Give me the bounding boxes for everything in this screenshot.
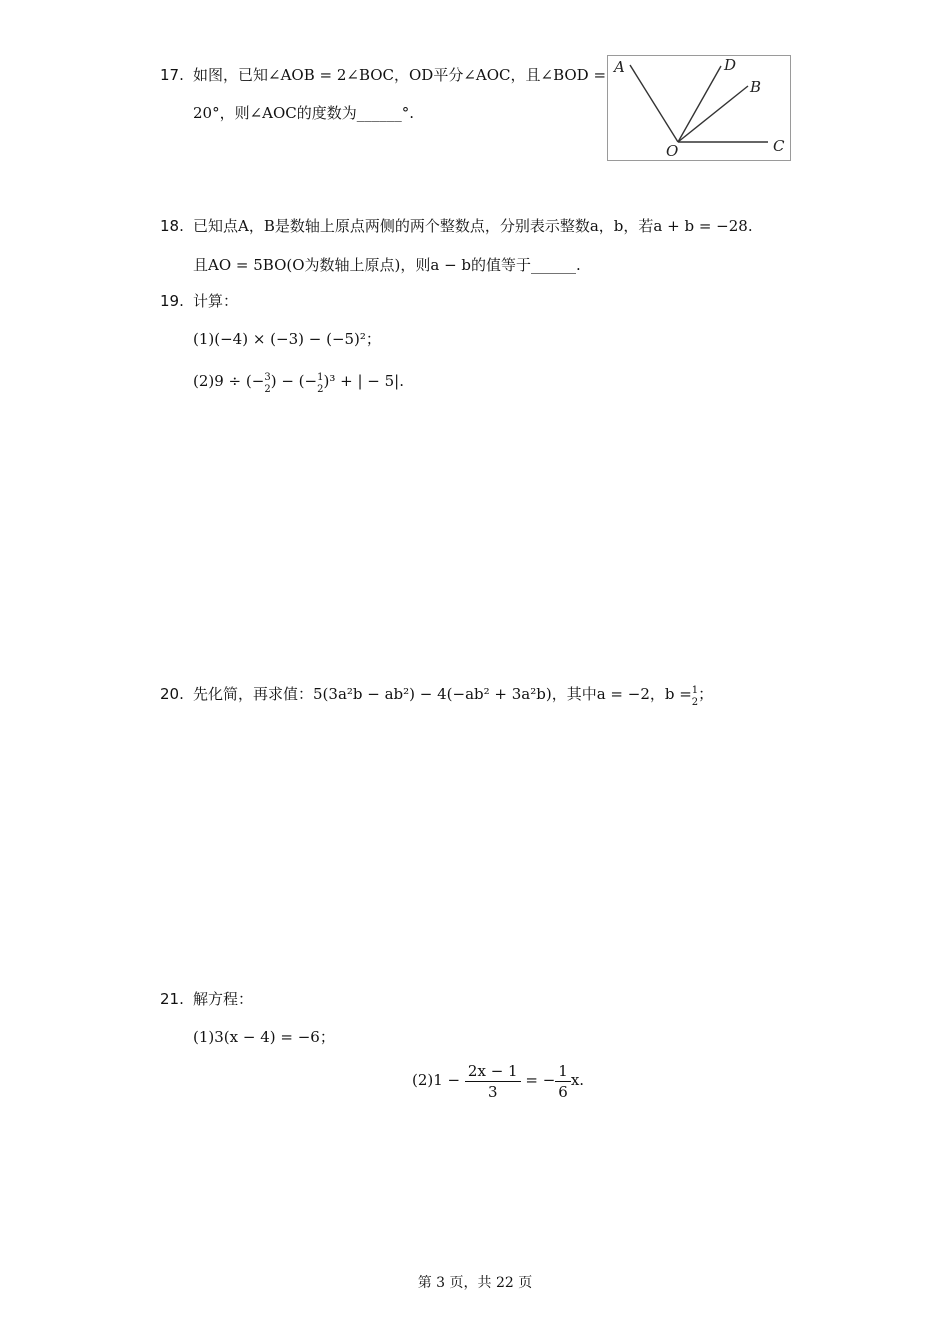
ray-oa (630, 65, 678, 142)
q21-frac2-den: 6 (558, 1082, 568, 1101)
q21-frac2-num: 1 (555, 1061, 571, 1082)
q19-frac1-den: 2 (264, 384, 271, 395)
label-a: A (614, 58, 625, 76)
q19-title: 计算： (193, 292, 239, 310)
q20-frac-den: 2 (691, 697, 699, 708)
label-c: C (773, 137, 785, 155)
q17-line1: 如图，已知∠AOB = 2∠BOC，OD平分∠AOC，且∠BOD = (193, 66, 607, 84)
q19-number: 19. (160, 292, 184, 310)
q21-part2-c: x. (570, 1071, 585, 1089)
label-o: O (666, 142, 679, 160)
ray-ob (678, 86, 748, 142)
q21-part2 (412, 1059, 584, 1102)
q19-frac1-num: 3 (264, 372, 271, 383)
q17-line2: 20°，则∠AOC的度数为______°. (193, 104, 415, 122)
q21-part1: (1)3(x − 4) = −6； (193, 1028, 335, 1046)
q20-text: 先化简，再求值：5(3a²b − ab²) − 4(−ab² + 3a²b)，其中a = −2，b = (193, 685, 692, 703)
q20-frac-num: 1 (691, 685, 699, 696)
q19-part2-a: (2)9 ÷ (− (193, 372, 265, 390)
q21-frac1-den: 3 (487, 1082, 498, 1101)
page-footer: 第 3 页，共 22 页 (417, 1275, 533, 1291)
q21-number: 21. (160, 990, 184, 1008)
q19-part2 (193, 370, 404, 396)
ray-od (678, 66, 721, 142)
q20-number: 20. (160, 685, 184, 703)
q18-line1: 已知点A，B是数轴上原点两侧的两个整数点，分别表示整数a，b，若a + b = −28. (193, 217, 753, 235)
q18-number: 18. (160, 217, 184, 235)
q19-part1: (1)(−4) × (−3) − (−5)²； (193, 330, 381, 348)
q21-part2-b: = − (525, 1071, 556, 1089)
q21-frac2 (555, 1061, 571, 1102)
angle-figure-lines (608, 56, 792, 162)
q19-part2-b: ) − (− (270, 372, 318, 390)
q21-frac1 (465, 1061, 521, 1102)
q21-frac1-num: 2x − 1 (465, 1061, 521, 1082)
label-d: D (724, 56, 737, 74)
q17-number: 17. (160, 66, 184, 84)
angle-figure (607, 55, 791, 161)
q19-frac2-num: 1 (317, 372, 324, 383)
q18-line2: 且AO = 5BO(O为数轴上原点)，则a − b的值等于______. (193, 256, 581, 274)
q19-frac2-den: 2 (317, 384, 324, 395)
q20-tail: ； (698, 685, 714, 703)
q19-part2-c: )³ + | − 5|. (323, 372, 404, 390)
q20-line (193, 683, 713, 709)
q21-title: 解方程： (193, 990, 254, 1008)
q21-part2-a: (2)1 − (412, 1071, 461, 1089)
label-b: B (750, 78, 762, 96)
